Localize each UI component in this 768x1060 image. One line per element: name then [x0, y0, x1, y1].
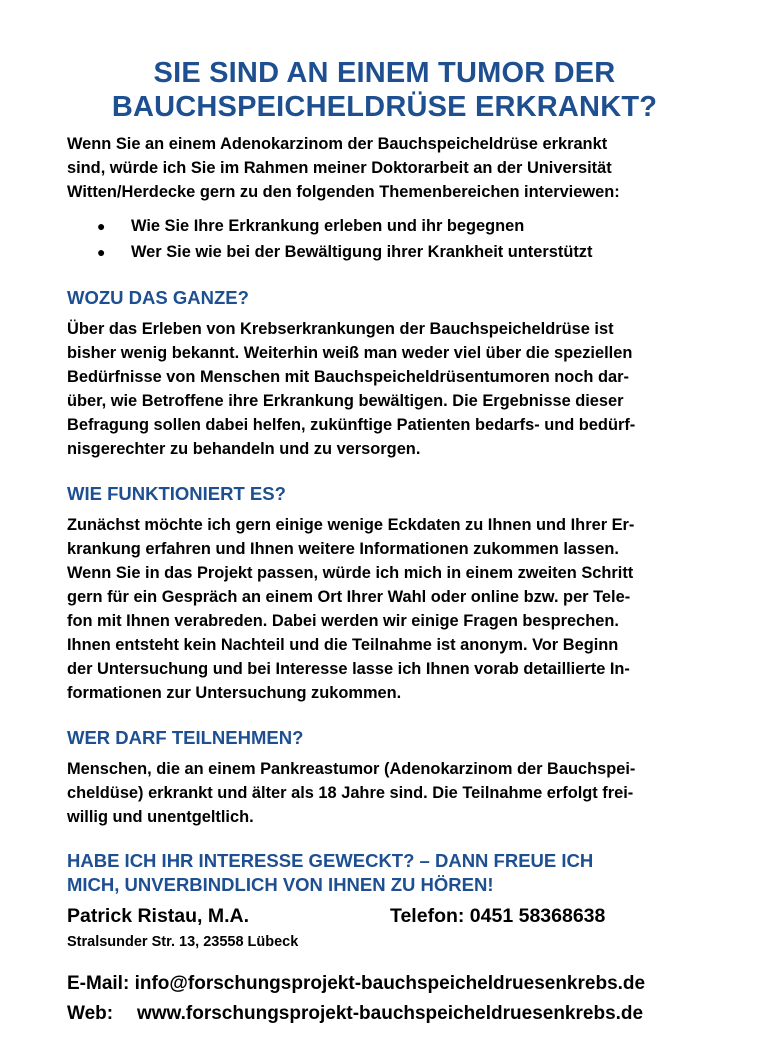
paragraph-line: der Untersuchung und bei Interesse lasse ich Ihnen vorab detaillierte In- [67, 660, 630, 678]
bullet-text: Wie Sie Ihre Erkrankung erleben und ihr begegnen [131, 217, 525, 235]
section-heading-wie: WIE FUNKTIONIERT ES? [67, 483, 286, 504]
paragraph-line: bisher wenig bekannt. Weiterhin weiß man weder viel über die speziellen [67, 344, 633, 362]
contact-row [67, 903, 702, 929]
paragraph-line: Wenn Sie in das Projekt passen, würde ich mich in einem zweiten Schritt [67, 564, 634, 582]
contact-name: Patrick Ristau, M.A. [67, 905, 250, 927]
section-heading-wozu: WOZU DAS GANZE? [67, 287, 249, 308]
section-wie-paragraph [67, 513, 702, 705]
email-label: E-Mail: [67, 973, 130, 994]
paragraph-line: über, wie Betroffene ihre Erkrankung bewältigen. Die Ergebnisse dieser [67, 392, 624, 410]
paragraph-line: willig und unentgeltlich. [67, 808, 254, 826]
contact-links [67, 969, 702, 1029]
intro-paragraph [67, 132, 702, 204]
paragraph-line: Über das Erleben von Krebserkrankungen der Bauchspeicheldrüse ist [67, 320, 614, 338]
email-row [67, 969, 702, 999]
cta-line-1: HABE ICH IHR INTERESSE GEWECKT? – DANN FREUE ICH [67, 850, 594, 871]
web-label: Web: [67, 1003, 114, 1024]
intro-line: sind, würde ich Sie im Rahmen meiner Doktorarbeit an der Universität [67, 159, 612, 177]
title-line-1: SIE SIND AN EINEM TUMOR DER [153, 57, 616, 89]
paragraph-line: Menschen, die an einem Pankreastumor (Adenokarzinom der Bauchspei- [67, 760, 636, 778]
page-title [67, 56, 702, 124]
bullet-text: Wer Sie wie bei der Bewältigung ihrer Krankheit unterstützt [131, 243, 593, 261]
paragraph-line: Bedürfnisse von Menschen mit Bauchspeicheldrüsentumoren noch dar- [67, 368, 629, 386]
section-wer-paragraph [67, 757, 702, 829]
paragraph-line: gern für ein Gespräch an einem Ort Ihrer Wahl oder online bzw. per Tele- [67, 588, 631, 606]
paragraph-line: formationen zur Untersuchung zukommen. [67, 684, 402, 702]
web-link[interactable]: www.forschungsprojekt-bauchspeicheldruesenkrebs.de [137, 1003, 644, 1024]
email-link[interactable]: info@forschungsprojekt-bauchspeicheldruesenkrebs.de [134, 973, 646, 994]
contact-phone: Telefon: 0451 58368638 [390, 905, 606, 927]
intro-line: Wenn Sie an einem Adenokarzinom der Bauchspeicheldrüse erkrankt [67, 135, 608, 153]
bullet-icon: ● [97, 244, 106, 260]
section-heading-wer: WER DARF TEILNEHMEN? [67, 727, 304, 748]
paragraph-line: Befragung sollen dabei helfen, zukünftige Patienten bedarfs- und bedürf- [67, 416, 636, 434]
intro-bullet-list [67, 213, 702, 265]
paragraph-line: Ihnen entsteht kein Nachteil und die Teilnahme ist anonym. Vor Beginn [67, 636, 619, 654]
paragraph-line: cheldüse) erkrankt und älter als 18 Jahre sind. Die Teilnahme erfolgt frei- [67, 784, 634, 802]
paragraph-line: nisgerechter zu behandeln und zu versorgen. [67, 440, 421, 458]
title-line-2: BAUCHSPEICHELDRÜSE ERKRANKT? [111, 91, 658, 123]
paragraph-line: fon mit Ihnen verabreden. Dabei werden wir einige Fragen besprechen. [67, 612, 619, 630]
call-to-action-heading [67, 849, 702, 897]
cta-line-2: MICH, UNVERBINDLICH VON IHNEN ZU HÖREN! [67, 874, 494, 895]
section-wozu-paragraph [67, 317, 702, 461]
paragraph-line: krankung erfahren und Ihnen weitere Informationen zukommen lassen. [67, 540, 619, 558]
bullet-item [67, 239, 702, 265]
paragraph-line: Zunächst möchte ich gern einige wenige Eckdaten zu Ihnen und Ihrer Er- [67, 516, 635, 534]
contact-address: Stralsunder Str. 13, 23558 Lübeck [67, 934, 299, 950]
bullet-icon: ● [97, 218, 106, 234]
intro-line: Witten/Herdecke gern zu den folgenden Themenbereichen interviewen: [67, 183, 620, 201]
web-row [67, 999, 702, 1029]
bullet-item [67, 213, 702, 239]
